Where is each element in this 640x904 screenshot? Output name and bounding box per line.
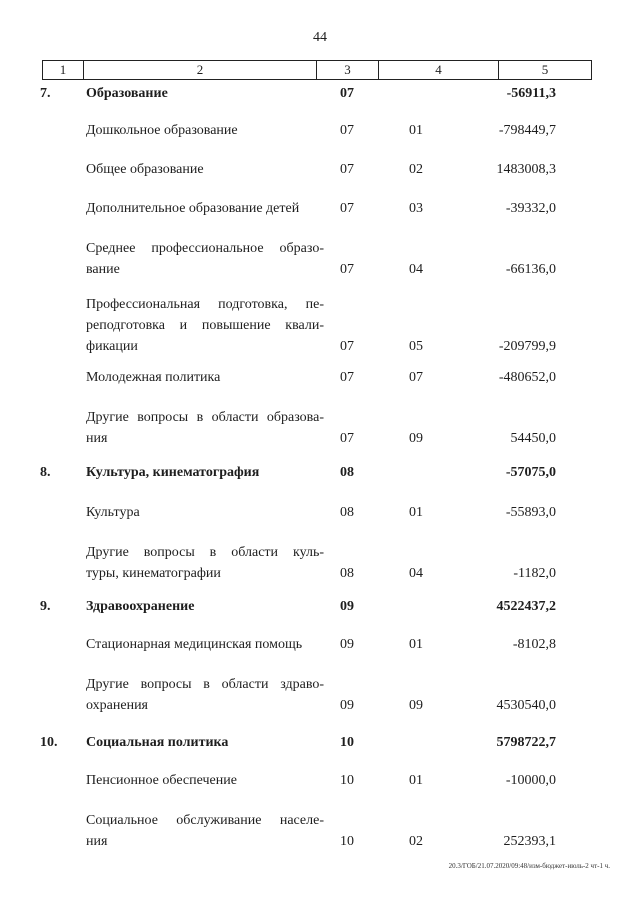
row-amount: 4522437,2 [496,599,556,614]
row-number: 8. [40,465,51,480]
row-name-line: Стационарная медицинская помощь [86,637,303,652]
row-name-line: Культура, кинематография [86,465,260,480]
row-subsection-code: 09 [409,431,423,446]
row-name-line: Другие вопросы в области здраво- [86,677,324,692]
row-number: 7. [40,86,51,101]
row-name-line: ния [86,834,108,849]
row-name [86,294,324,357]
row-subsection-code: 07 [409,370,423,385]
row-number: 10. [40,735,58,750]
row-amount: -57075,0 [505,465,556,480]
column-header-5: 5 [499,61,592,80]
row-name [86,810,324,852]
row-name [86,542,324,584]
row-name-line: ния [86,431,108,446]
row-subsection-code: 04 [409,262,423,277]
column-header-row [43,61,592,80]
row-name [86,407,324,449]
row-name [86,238,324,280]
row-subsection-code: 01 [409,637,423,652]
column-header-4: 4 [379,61,499,80]
row-amount: -56911,3 [506,86,556,101]
row-amount: -480652,0 [498,370,556,385]
row-name-line: Культура [86,505,140,520]
row-section-code: 09 [340,599,354,614]
column-header-1: 1 [43,61,84,80]
row-name [86,83,336,104]
row-section-code: 08 [340,465,354,480]
row-name-line: Профессиональная подготовка, пе- [86,297,324,312]
row-name [86,596,336,617]
row-section-code: 07 [340,201,354,216]
row-name-line: Другие вопросы в области образова- [86,410,324,425]
row-subsection-code: 09 [409,698,423,713]
row-name-line: Социальная политика [86,735,229,750]
row-name [86,198,324,219]
row-section-code: 10 [340,834,354,849]
row-subsection-code: 01 [409,773,423,788]
row-section-code: 07 [340,86,354,101]
row-name-line: Социальное обслуживание населе- [86,813,324,828]
row-name-line: фикации [86,339,138,354]
row-name [86,674,324,716]
row-name [86,367,324,388]
row-subsection-code: 01 [409,505,423,520]
row-amount: 54450,0 [510,431,556,446]
row-subsection-code: 04 [409,566,423,581]
row-section-code: 09 [340,637,354,652]
row-name-line: Общее образование [86,162,204,177]
row-subsection-code: 01 [409,123,423,138]
row-subsection-code: 03 [409,201,423,216]
row-name [86,159,324,180]
row-name-line: Здравоохранение [86,599,195,614]
row-section-code: 08 [340,505,354,520]
row-number: 9. [40,599,51,614]
row-section-code: 10 [340,773,354,788]
row-name-line: Другие вопросы в области куль- [86,545,324,560]
row-amount: -55893,0 [505,505,556,520]
row-section-code: 07 [340,123,354,138]
page-number: 44 [313,30,327,45]
row-section-code: 07 [340,262,354,277]
row-amount: -8102,8 [512,637,556,652]
row-name-line: охранения [86,698,148,713]
row-name-line: реподготовка и повышение квали- [86,318,324,333]
row-subsection-code: 02 [409,162,423,177]
column-header-table [42,60,592,80]
row-amount: 1483008,3 [496,162,556,177]
column-header-2: 2 [84,61,317,80]
row-name-line: Дополнительное образование детей [86,201,300,216]
row-section-code: 07 [340,162,354,177]
row-name [86,502,324,523]
row-amount: 4530540,0 [496,698,556,713]
row-section-code: 09 [340,698,354,713]
row-amount: 5798722,7 [496,735,556,750]
row-name [86,462,336,483]
row-subsection-code: 02 [409,834,423,849]
row-section-code: 07 [340,339,354,354]
row-subsection-code: 05 [409,339,423,354]
row-name [86,634,324,655]
row-amount: -209799,9 [498,339,556,354]
row-amount: -66136,0 [505,262,556,277]
row-amount: -798449,7 [498,123,556,138]
row-amount: -39332,0 [505,201,556,216]
row-section-code: 08 [340,566,354,581]
row-name [86,770,324,791]
footer-code: 20.3/ГОБ/21.07.2020/09:48/изм-бюджет-июль-2 чт-1 ч. [448,862,610,870]
row-amount: -10000,0 [505,773,556,788]
row-section-code: 10 [340,735,354,750]
row-name [86,120,324,141]
column-header-3: 3 [317,61,379,80]
row-name-line: Среднее профессиональное образо- [86,241,324,256]
row-section-code: 07 [340,431,354,446]
row-name [86,732,336,753]
row-name-line: Молодежная политика [86,370,221,385]
row-section-code: 07 [340,370,354,385]
row-amount: 252393,1 [503,834,556,849]
row-name-line: вание [86,262,120,277]
row-name-line: Образование [86,86,168,101]
row-name-line: Дошкольное образование [86,123,238,138]
row-name-line: Пенсионное обеспечение [86,773,237,788]
row-amount: -1182,0 [513,566,556,581]
row-name-line: туры, кинематографии [86,566,221,581]
